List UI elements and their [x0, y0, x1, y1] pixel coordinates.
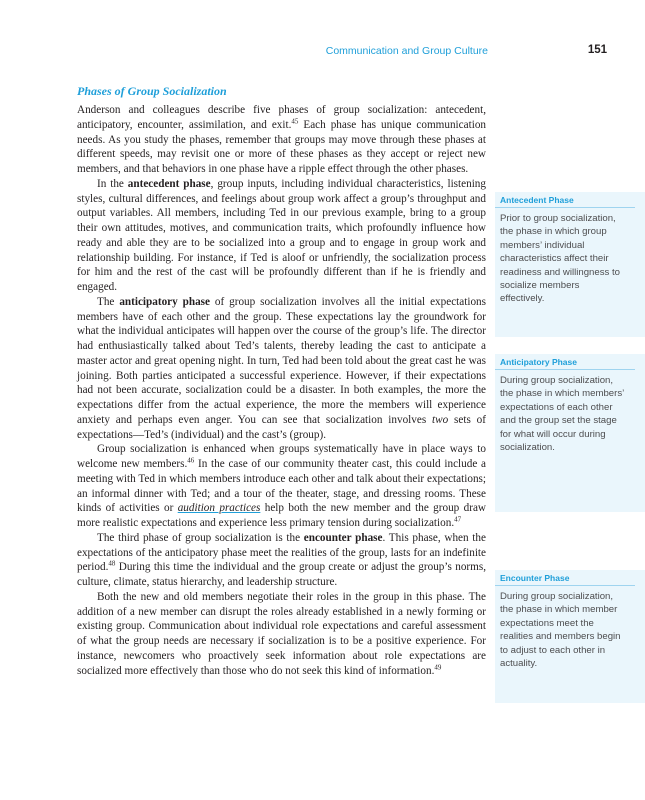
paragraph-anticipatory: The anticipatory phase of group socialization involves all the initial expectations members have of each other and the group. These expectations lay the groundwork for what the individual anticipates will happen over the course of the group’s life. The director had enthusiastically talked about Ted’s talents, thereby leading the cast to anticipate a master actor and great opening night. In turn, Ted had been told about the great cast he was joining. Both parties anticipated a successful experience. However, if their expectations had not been accurate, socialization could be a disaster. In both examples, the more the expectations differ from the actual experience, the more the members will experience anxiety and perhaps even anger. You can see that socialization involves two sets of expectations—Ted’s (individual) and the cast’s (group).: [77, 295, 487, 441]
key-term-anticipatory: anticipatory phase: [119, 295, 210, 308]
glossary-box-encounter: [495, 568, 645, 703]
footnote-ref[interactable]: 45: [291, 117, 299, 126]
glossary-term: Antecedent Phase: [495, 192, 635, 208]
paragraph-antecedent: In the antecedent phase, group inputs, including individual characteristics, listening styles, cultural differences, and feelings about group work affect a group’s throughput and output variables. All members, including Ted in our previous example, bring to a group their own attitudes, motives, and communication traits, which profoundly influence how ready and able they are to be socialized into a group and to engage in group work and relationship building. For instance, if Ted is aloof or unfriendly, the socialization process for him and the rest of the cast will be profoundly different than if he is friendly and engaged.: [77, 177, 486, 293]
glossary-term: Encounter Phase: [495, 570, 635, 586]
paragraph-encounter: The third phase of group socialization is the encounter phase. This phase, when the expectations of the anticipatory phase meet the realities of the group, lasts for an indefinite period.$^{48}$ During this time the individual and the group create or adjust the group’s norms, culture, climate, status hierarchy, and leadership structure.: [77, 531, 486, 588]
footnote-ref[interactable]: 48: [108, 559, 116, 568]
running-title: Communication and Group Culture: [325, 45, 488, 57]
glossary-term: Anticipatory Phase: [495, 354, 635, 370]
section-heading: Phases of Group Socialization: [77, 84, 227, 98]
glossary-box-antecedent: [495, 190, 645, 337]
footnote-ref[interactable]: 46: [187, 456, 195, 465]
key-term-encounter: encounter phase: [303, 531, 383, 544]
audition-practices-link[interactable]: audition practices: [177, 502, 261, 515]
footnote-ref[interactable]: 49: [434, 662, 442, 671]
paragraph-welcome: Group socialization is enhanced when groups systematically have in place ways to welcome new members.$^{46}$ In the case of our community theater cast, this could include a meeting with Ted in which members introduce each other and talk about their expectations; an informal dinner with Ted; and a tour of the theater, stage, and dressing rooms. These kinds of activities or audition practices help both the new member and the group draw more realistic expectations and experience less primary tension during socialization.$^{47}$: [77, 443, 486, 529]
paragraph-intro: Anderson and colleagues describe five phases of group socialization: antecedent, anticipatory, encounter, assimilation, and exit.$^{45}$ Each phase has unique communication needs. As you study the phases, remember that groups may move through these phases at different speeds, may revisit one or more of these phases as they accept or reject new members, and that behaviors in one phase have a ripple effect through the other phases.: [77, 104, 487, 175]
key-term-antecedent: antecedent phase: [127, 177, 211, 190]
page-number: 151: [587, 44, 607, 56]
glossary-box-anticipatory: [495, 352, 645, 512]
glossary-definition: During group socialization, the phase in which members’ expectations of each other and the group set the stage for what will occur during socialization.: [500, 375, 624, 454]
main-text: [77, 84, 486, 678]
paragraph-roles: Both the new and old members negotiate their roles in the group in this phase. The addition of a new member can disrupt the roles already established in a newly forming or existing group. Communication about individual role expectations and careful assessment of what the group needs are necessary if socialization is to be a positive experience. For instance, newcomers who proactively seek information about role expectations are socialized more effectively than those who do not seek this kind of information.$^{49}$: [77, 590, 486, 677]
glossary-definition: Prior to group socialization, the phase in which group members’ individual characteristics affect their readiness and willingness to socialize members effectively.: [500, 213, 620, 305]
footnote-ref[interactable]: 47: [454, 515, 462, 524]
glossary-definition: During group socialization, the phase in which member expectations meet the realities and members begin to adjust to each other in actuality.: [500, 591, 621, 670]
